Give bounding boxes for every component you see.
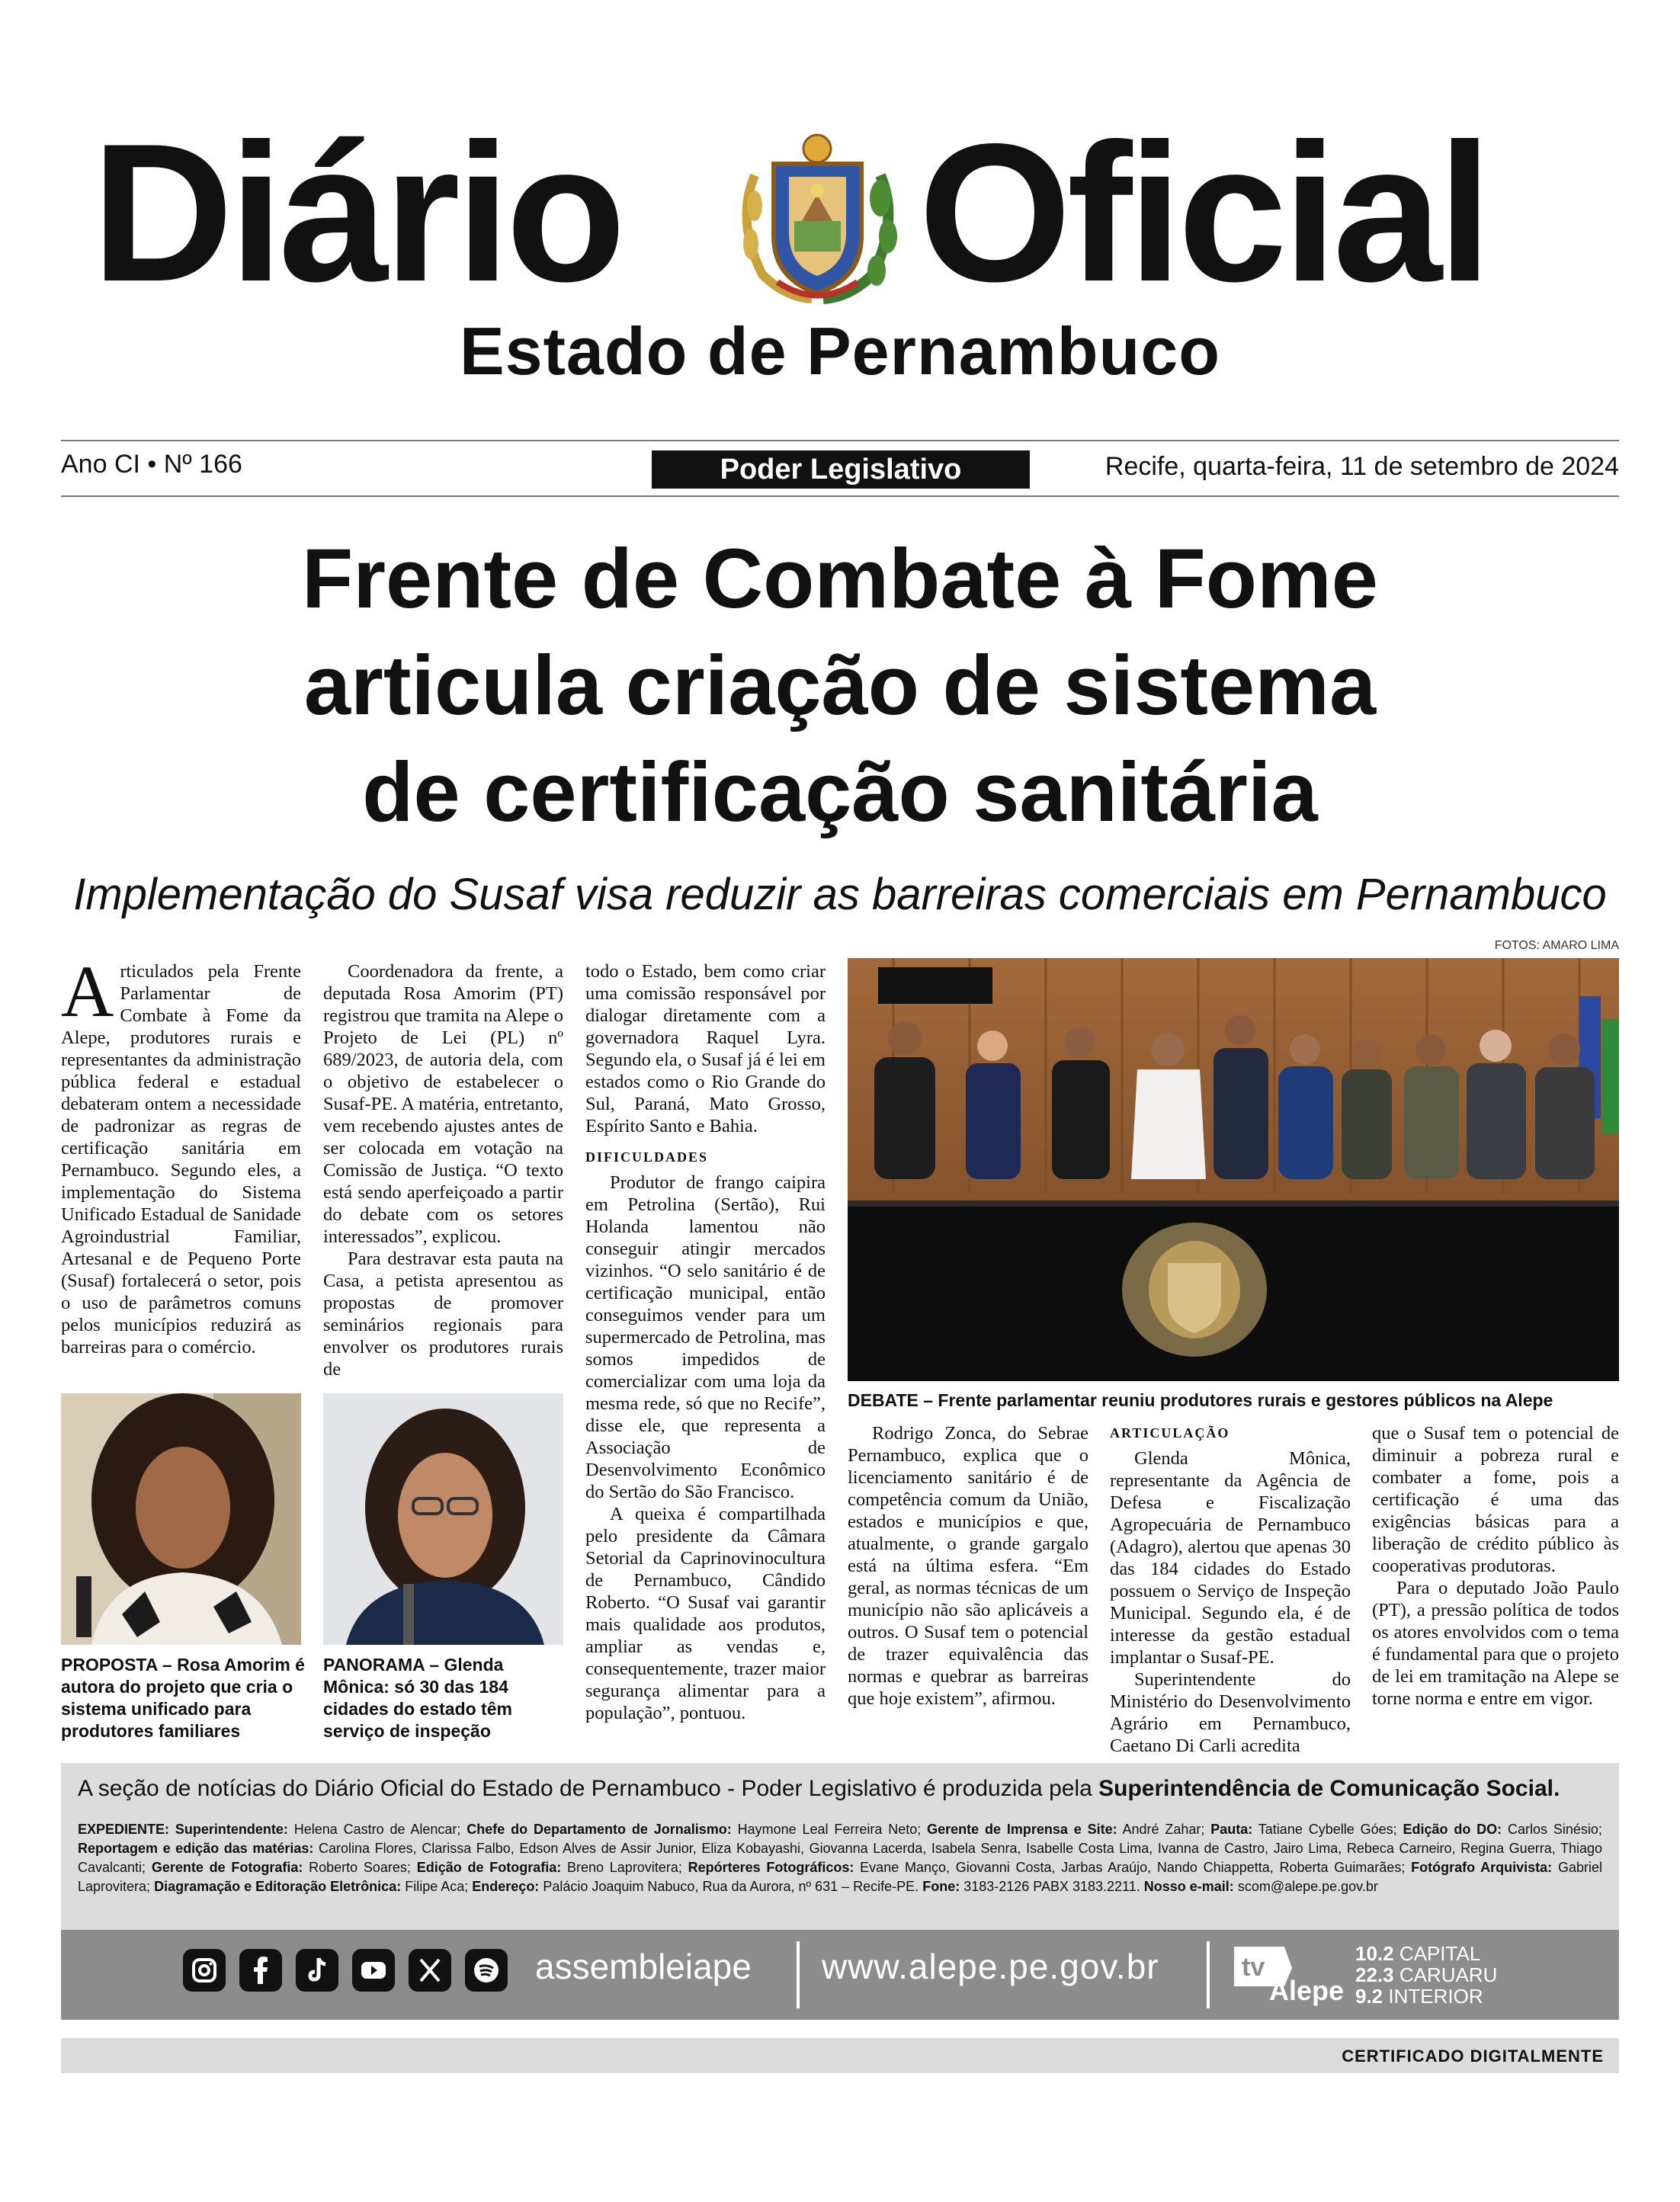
article-column-3 [585, 960, 826, 1724]
article-column-5 [1110, 1422, 1351, 1757]
facebook-icon[interactable] [239, 1949, 282, 1992]
footer-credit-line [78, 1776, 1602, 1802]
expediente-value: Roberto Soares; [309, 1860, 411, 1875]
tv-channel-number: 10.2 [1355, 1942, 1394, 1965]
headline-line: Frente de Combate à Fome [302, 532, 1378, 626]
tv-channel-row [1355, 1964, 1497, 1986]
expediente-label: Pauta: [1210, 1822, 1253, 1837]
x-icon[interactable] [409, 1949, 451, 1992]
paragraph: Rodrigo Zonca, do Sebrae Pernambuco, explica que o licenciamento sanitário é de competência comum da União, estados e municípios e que, atualmente, o grande gargalo está na última esfera. “Em geral, as normas técnicas de um município não são aplicáveis a outros. O Susaf tem o potencial de trazer equivalência das normas e quebrar as barreiras que hoje existem”, afirmou. [848, 1423, 1088, 1709]
expediente-value: Carolina Flores, Clarissa Falbo, Edson Alves de Assir Junior, Eliza Kobayashi, Giovanna Lacerda, Isabela Senra, Isabelle Costa Lima, Ivanna de Castro, Jairo Lima, Rebeca Carneiro, Regina Guerra, Thiago Cavalcanti; [78, 1841, 1602, 1875]
drop-cap: A [61, 950, 114, 1032]
expediente-label: Gerente de Fotografia: [151, 1860, 303, 1875]
main-photo [848, 958, 1619, 1381]
section-label: Poder Legislativo [652, 450, 1030, 489]
tv-channel-row [1355, 1943, 1497, 1964]
paragraph: Superintendente do Ministério do Desenvolvimento Agrário em Pernambuco, Caetano Di Carli acredita [1110, 1669, 1351, 1756]
rosa-photo-caption: PROPOSTA – Rosa Amorim é autora do projeto que cria o sistema unificado para produtores familiares [61, 1655, 305, 1741]
footer-credit-text: A seção de notícias do Diário Oficial do Estado de Pernambuco - Poder Legislativo é produzida pela [78, 1776, 1099, 1801]
footer-divider [797, 1941, 800, 2008]
pernambuco-coat-of-arms-icon [732, 130, 903, 305]
paragraph: Produtor de frango caipira em Petrolina (Sertão), Rui Holanda lamentou não conseguir atingir mercados vizinhos. “O selo sanitário é de certificação municipal, então conseguimos vender para um supermercado de Petrolina, mas somos impedidos de comercializar com uma loja da mesma rede, só que no Recife”, disse ele, que representa a Associação de Desenvolvimento Econômico do Sertão do São Francisco. [585, 1172, 826, 1502]
main-photo-caption: DEBATE – Frente parlamentar reuniu produtores rurais e gestores públicos na Alepe [848, 1390, 1553, 1410]
expediente-label: Gerente de Imprensa e Site: [927, 1822, 1117, 1837]
tv-logo-bottom-text: Alepe [1269, 1975, 1345, 2006]
masthead-title-right: Oficial [919, 102, 1488, 322]
expediente-value: Carlos Sinésio; [1508, 1822, 1602, 1837]
tv-channel-number: 22.3 [1355, 1963, 1394, 1986]
tv-alepe-logo [1231, 1942, 1345, 2008]
expediente-value: Tatiane Cybelle Góes; [1258, 1822, 1397, 1837]
expediente-value: Breno Laprovitera; [567, 1860, 682, 1875]
headline-line: de certificação sanitária [362, 745, 1318, 839]
section-heading: DIFICULDADES [585, 1149, 709, 1165]
expediente-value: Palácio Joaquim Nabuco, Rua da Aurora, nº 631 – Recife-PE. [543, 1879, 919, 1894]
glenda-monica-photo [323, 1393, 563, 1645]
expediente-value: Helena Castro de Alencar; [293, 1822, 461, 1837]
certification-text: CERTIFICADO DIGITALMENTE [1342, 2047, 1604, 2066]
instagram-icon[interactable] [183, 1949, 226, 1992]
article-column-6 [1372, 1422, 1619, 1710]
headline-line: articula criação de sistema [303, 639, 1377, 732]
edition-bottom-rule [61, 495, 1619, 497]
expediente-label: Edição do DO: [1403, 1822, 1502, 1837]
article-column-1 [61, 950, 301, 1358]
tiktok-icon[interactable] [296, 1949, 338, 1992]
expediente-label: Reportagem e edição das matérias: [78, 1841, 314, 1856]
social-handle[interactable]: assembleiape [535, 1947, 752, 1986]
section-heading: ARTICULAÇÃO [1110, 1425, 1230, 1441]
website-link[interactable]: www.alepe.pe.gov.br [822, 1947, 1159, 1986]
expediente-label: Chefe do Departamento de Jornalismo: [466, 1822, 732, 1837]
tv-channel-name: CARUARU [1399, 1963, 1498, 1986]
expediente-value: Evane Manço, Giovanni Costa, Jarbas Araújo, Nando Chiappetta, Roberta Guimarães; [860, 1860, 1406, 1875]
expediente-label: Endereço: [472, 1879, 540, 1894]
paragraph: Para o deputado João Paulo (PT), a pressão política de todos os atores envolvidos com o tema é fundamental para que o projeto de lei em tramitação na Alepe se torne norma e entre em vigor. [1372, 1578, 1619, 1709]
tv-channel-name: CAPITAL [1399, 1942, 1481, 1965]
expediente-value: Gabriel Laprovitera; [78, 1860, 1602, 1894]
expediente-value: André Zahar; [1122, 1822, 1205, 1837]
article-column-4 [848, 1422, 1088, 1710]
expediente-label: Repórteres Fotográficos: [688, 1860, 854, 1875]
youtube-icon[interactable] [352, 1949, 395, 1992]
expediente-value: scom@alepe.pe.gov.br [1237, 1879, 1378, 1894]
paragraph: todo o Estado, bem como criar uma comissão responsável por dialogar diretamente com a governadora Raquel Lyra. Segundo ela, o Susaf já é lei em estados como o Rio Grande do Sul, Paraná, Mato Grosso, Espírito Santo e Bahia. [585, 961, 826, 1136]
paragraph: que o Susaf tem o potencial de diminuir a pobreza rural e combater a fome, pois a certificação é uma das exigências básicas para a liberação de crédito público às cooperativas produtoras. [1372, 1423, 1619, 1576]
paragraph: Coordenadora da frente, a deputada Rosa Amorim (PT) registrou que tramita na Alepe o Projeto de Lei (PL) nº 689/2023, de autoria dela, com o objetivo de estabelecer o Susaf-PE. A matéria, entretanto, vem recebendo ajustes antes de ser colocada em votação na Comissão de Justiça. “O texto está sendo aperfeiçoado a partir do debate com os setores interessados”, explicou. [323, 961, 563, 1247]
photo-credit: FOTOS: AMARO LIMA [1494, 939, 1619, 952]
expediente-label: Edição de Fotografia: [416, 1860, 562, 1875]
glenda-photo-caption: PANORAMA – Glenda Mônica: só 30 das 184 cidades do estado têm serviço de inspeção [323, 1655, 512, 1741]
tv-logo-top-text: tv [1242, 1953, 1265, 1982]
spotify-icon[interactable] [465, 1949, 508, 1992]
tv-channel-row [1355, 1986, 1497, 2007]
footer-divider [1207, 1941, 1210, 2008]
footer-credit-org: Superintendência de Comunicação Social. [1098, 1776, 1560, 1801]
paragraph: A queixa é compartilhada pelo presidente da Câmara Setorial da Caprinovinocultura de Pernambuco, Cândido Roberto. “O Susaf vai garantir mais qualidade aos produtos, ampliar as vendas e, consequentemente, trazer maior segurança alimentar para a população”, pontuou. [585, 1504, 826, 1723]
tv-channel-name: INTERIOR [1388, 1985, 1483, 2008]
expediente-value: 3183-2126 PABX 3183.2211. [963, 1879, 1140, 1894]
expediente-label: Fotógrafo Arquivista: [1411, 1860, 1553, 1875]
expediente-label: Diagramação e Editoração Eletrônica: [154, 1879, 402, 1894]
expediente-label: Nosso e-mail: [1143, 1879, 1234, 1894]
rosa-amorim-photo [61, 1393, 301, 1645]
dateline: Recife, quarta-feira, 11 de setembro de 2024 [1105, 452, 1619, 481]
expediente-value: Haymone Leal Ferreira Neto; [737, 1822, 922, 1837]
masthead-title-left: Diário [91, 102, 622, 322]
edition-top-rule [61, 440, 1619, 441]
paragraph: Para destravar esta pauta na Casa, a petista apresentou as propostas de promover seminários regionais para envolver os produtores rurais de [323, 1248, 563, 1380]
expediente-label: EXPEDIENTE: Superintendente: [78, 1822, 288, 1837]
expediente [78, 1820, 1602, 1896]
article-column-2 [323, 960, 563, 1380]
tv-channels [1355, 1943, 1497, 2007]
masthead-subtitle: Estado de Pernambuco [459, 313, 1220, 389]
expediente-value: Filipe Aca; [405, 1879, 469, 1894]
paragraph: Glenda Mônica, representante da Agência de Defesa e Fiscalização Agropecuária de Pernambuco (Adagro), alertou que apenas 30 das 184 cidades do Estado possuem o Serviço de Inspeção Municipal. Segundo ela, é de interesse da gestão estadual implantar o Susaf-PE. [1110, 1448, 1351, 1668]
edition-number: Ano CI • Nº 166 [61, 450, 242, 479]
headline [91, 526, 1589, 846]
expediente-label: Fone: [922, 1879, 960, 1894]
subheadline: Implementação do Susaf visa reduzir as barreiras comerciais em Pernambuco [73, 870, 1607, 919]
paragraph: rticulados pela Frente Parlamentar de Combate à Fome da Alepe, produtores rurais e representantes da administração pública federal e estadual debateram ontem a necessidade de padronizar as regras de certificação sanitária em Pernambuco. Segundo eles, a implementação do Sistema Unificado Estadual de Sanidade Agroindustrial Familiar, Artesanal e de Pequeno Porte (Susaf) fortalecerá o setor, pois o uso de parâmetros comuns pelos municípios reduzirá as barreiras para o comércio. [61, 961, 301, 1357]
tv-channel-number: 9.2 [1355, 1985, 1383, 2008]
